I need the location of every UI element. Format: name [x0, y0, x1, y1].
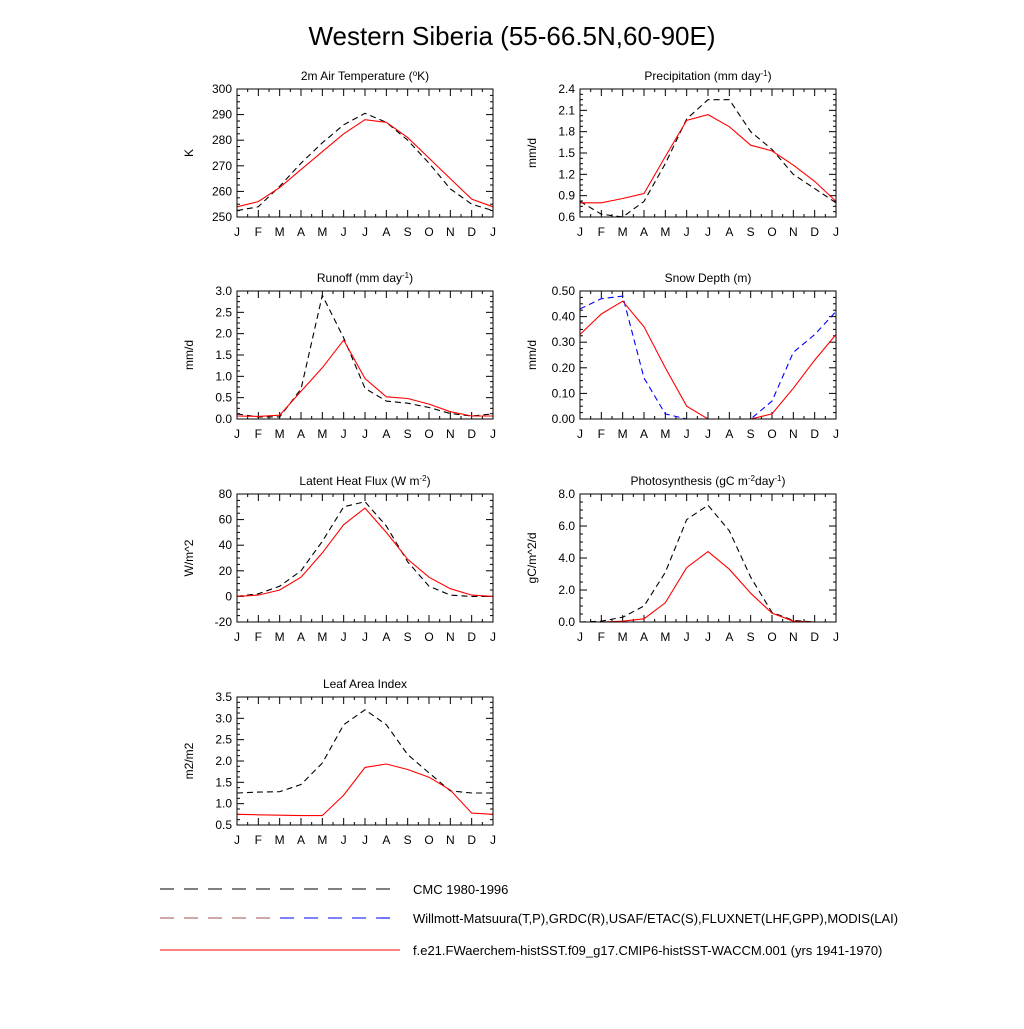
x-tick-label: O: [424, 833, 434, 847]
panel-title-part: ): [409, 271, 414, 285]
x-tick-label: F: [254, 427, 263, 441]
plot-frame: [580, 494, 836, 622]
panel-2: [182, 271, 496, 442]
legend-entry-0: [160, 882, 508, 897]
y-tick-label: 3.0: [215, 711, 232, 726]
x-tick-label: J: [340, 833, 347, 847]
plot-frame: [580, 291, 836, 419]
x-tick-label: N: [788, 427, 798, 441]
panel-title-part: 2m Air Temperature (: [300, 69, 413, 83]
x-tick-label: D: [467, 427, 477, 441]
x-tick-label: O: [424, 630, 434, 644]
x-tick-label: J: [490, 225, 496, 239]
y-tick-label: 1.5: [215, 775, 232, 790]
x-tick-label: J: [577, 427, 583, 441]
x-tick-label: J: [833, 630, 839, 644]
y-tick-label: 1.8: [558, 124, 575, 139]
series-line-solid-red: [580, 115, 836, 203]
x-tick-label: A: [296, 225, 306, 239]
plot-frame: [580, 89, 836, 217]
x-tick-label: A: [639, 225, 649, 239]
x-tick-label: M: [317, 225, 328, 239]
x-tick-label: M: [617, 630, 628, 644]
panel-3: [525, 271, 839, 441]
y-axis-label: W/m^2: [182, 539, 196, 577]
x-tick-label: N: [788, 630, 798, 644]
series-line-dash-blue: [580, 296, 836, 419]
x-tick-label: F: [254, 225, 263, 239]
x-tick-label: O: [767, 427, 777, 441]
y-tick-label: 1.0: [215, 369, 232, 384]
y-tick-label: 270: [211, 158, 232, 173]
panel-title: [317, 271, 413, 286]
x-tick-label: F: [254, 833, 263, 847]
x-tick-label: D: [467, 630, 477, 644]
x-tick-label: M: [317, 833, 328, 847]
y-tick-label: 0.00: [551, 412, 575, 426]
x-tick-label: A: [296, 833, 306, 847]
plot-frame: [237, 697, 493, 825]
x-tick-label: J: [833, 225, 839, 239]
x-tick-label: M: [617, 225, 628, 239]
legend-label: f.e21.FWaerchem-histSST.f09_g17.CMIP6-histSST-WACCM.001 (yrs 1941-1970): [413, 943, 883, 958]
x-tick-label: J: [234, 833, 240, 847]
x-tick-label: J: [234, 225, 240, 239]
x-tick-label: S: [403, 630, 412, 644]
y-tick-label: 0.30: [551, 335, 575, 350]
x-tick-label: M: [660, 225, 671, 239]
x-tick-label: J: [683, 630, 690, 644]
panel-title: [631, 474, 786, 489]
x-tick-label: M: [317, 630, 328, 644]
x-tick-label: D: [810, 630, 820, 644]
plot-frame: [237, 494, 493, 622]
y-tick-label: 2.1: [558, 103, 575, 118]
panel-5: [525, 474, 839, 645]
x-tick-label: F: [597, 225, 606, 239]
panel-6: [182, 677, 496, 847]
x-tick-label: N: [788, 225, 798, 239]
y-tick-label: -20: [214, 615, 232, 629]
y-axis-label: m2/m2: [182, 742, 196, 780]
x-tick-label: N: [445, 833, 455, 847]
x-tick-label: J: [340, 630, 347, 644]
x-tick-label: J: [234, 630, 240, 644]
y-tick-label: 0.0: [558, 615, 575, 629]
panel-title-part: ): [767, 69, 772, 83]
x-tick-label: J: [705, 225, 711, 239]
y-tick-label: 1.0: [215, 796, 232, 811]
panel-title-part: -2: [747, 473, 756, 483]
x-tick-label: A: [382, 833, 391, 847]
legend: [160, 882, 898, 958]
panel-title-part: -2: [419, 473, 427, 483]
x-tick-label: A: [725, 225, 734, 239]
panel-title-part: day: [755, 474, 775, 488]
legend-label: CMC 1980-1996: [413, 882, 509, 897]
y-tick-label: 300: [211, 82, 232, 96]
x-tick-label: O: [424, 225, 434, 239]
series-line-solid-red: [237, 508, 493, 596]
x-tick-label: M: [274, 427, 285, 441]
x-tick-label: M: [274, 833, 285, 847]
x-tick-label: D: [810, 225, 820, 239]
panel-title-part: Runoff (mm day: [316, 271, 403, 285]
x-tick-label: D: [467, 833, 477, 847]
y-tick-label: 80: [218, 487, 232, 501]
series-line-dash-black: [237, 502, 493, 597]
x-tick-label: A: [382, 630, 391, 644]
panel-title-part: -1: [760, 68, 768, 78]
x-tick-label: A: [639, 427, 649, 441]
x-tick-label: M: [660, 427, 671, 441]
x-tick-label: J: [490, 427, 496, 441]
x-tick-label: S: [403, 833, 412, 847]
x-tick-label: O: [767, 630, 777, 644]
panel-title: [299, 474, 430, 489]
series-line-dash-black: [580, 505, 836, 622]
series-line-dash-black: [237, 295, 493, 417]
x-tick-label: O: [767, 225, 777, 239]
x-tick-label: J: [705, 427, 711, 441]
y-tick-label: 2.5: [215, 305, 232, 320]
y-tick-label: 3.5: [215, 690, 232, 704]
x-tick-label: A: [382, 427, 391, 441]
x-tick-label: F: [597, 427, 606, 441]
panel-title-part: o: [412, 68, 418, 78]
x-tick-label: J: [362, 225, 368, 239]
x-tick-label: A: [639, 630, 649, 644]
panel-title-part: Latent Heat Flux (W m: [299, 474, 420, 488]
x-tick-label: M: [274, 630, 285, 644]
x-tick-label: J: [577, 225, 583, 239]
y-tick-label: 0.9: [558, 188, 575, 203]
x-tick-label: J: [340, 427, 347, 441]
y-tick-label: 8.0: [558, 487, 575, 501]
x-tick-label: A: [725, 630, 734, 644]
x-tick-label: F: [597, 630, 606, 644]
y-tick-label: 4.0: [558, 551, 575, 565]
y-tick-label: 0.50: [551, 284, 575, 298]
panel-4: [182, 474, 496, 645]
panel-title-part: -1: [774, 473, 782, 483]
y-tick-label: 280: [211, 133, 232, 148]
panel-title: [665, 271, 752, 285]
legend-entry-2: [160, 943, 882, 958]
x-tick-label: S: [403, 427, 412, 441]
panel-title-part: K): [417, 69, 430, 83]
x-tick-label: S: [746, 225, 755, 239]
x-tick-label: A: [296, 630, 306, 644]
y-tick-label: 2.0: [558, 583, 575, 597]
series-line-solid-red: [237, 340, 493, 416]
x-tick-label: N: [445, 225, 455, 239]
y-tick-label: 0: [225, 589, 232, 604]
series-line-solid-red: [237, 120, 493, 207]
y-axis-label: gC/m^2/d: [525, 532, 539, 584]
y-tick-label: 0.20: [551, 360, 575, 375]
series-line-dash-black: [237, 710, 493, 793]
panel-title-part: ): [781, 474, 786, 488]
x-tick-label: D: [467, 225, 477, 239]
y-tick-label: 1.5: [215, 348, 232, 362]
y-tick-label: 0.5: [215, 818, 232, 832]
x-tick-label: O: [424, 427, 434, 441]
y-tick-label: 0.10: [551, 386, 575, 401]
series-line-solid-red: [580, 301, 836, 419]
y-tick-label: 260: [211, 184, 232, 199]
panel-title-part: Precipitation (mm day: [644, 69, 761, 83]
panel-title-part: Photosynthesis (gC m: [630, 474, 748, 488]
x-tick-label: J: [490, 630, 496, 644]
x-tick-label: J: [362, 427, 368, 441]
x-tick-label: N: [445, 630, 455, 644]
y-axis-label: mm/d: [525, 138, 539, 168]
y-tick-label: 1.5: [558, 146, 575, 160]
y-tick-label: 2.5: [215, 732, 232, 747]
panel-0: [182, 69, 496, 240]
x-tick-label: J: [683, 225, 690, 239]
x-tick-label: J: [490, 833, 496, 847]
y-tick-label: 40: [218, 538, 232, 553]
series-line-dash-black: [237, 113, 493, 210]
x-tick-label: J: [340, 225, 347, 239]
figure-title: Western Siberia (55-66.5N,60-90E): [308, 21, 716, 51]
panel-title: [323, 677, 407, 691]
y-axis-label: mm/d: [182, 340, 196, 370]
y-tick-label: 1.2: [558, 167, 575, 182]
panel-title-part: -1: [402, 270, 410, 280]
y-tick-label: 2.0: [215, 326, 232, 341]
panels: [182, 69, 839, 848]
x-tick-label: D: [810, 427, 820, 441]
x-tick-label: F: [254, 630, 263, 644]
plot-frame: [237, 291, 493, 419]
x-tick-label: A: [296, 427, 306, 441]
y-tick-label: 0.5: [215, 390, 232, 405]
panel-title-part: Leaf Area Index: [322, 677, 408, 691]
x-tick-label: A: [725, 427, 734, 441]
panel-1: [525, 69, 839, 240]
x-tick-label: J: [705, 630, 711, 644]
x-tick-label: M: [317, 427, 328, 441]
x-tick-label: J: [683, 427, 690, 441]
y-tick-label: 250: [211, 210, 232, 224]
x-tick-label: J: [362, 630, 368, 644]
y-tick-label: 2.0: [215, 754, 232, 768]
y-tick-label: 3.0: [215, 284, 232, 298]
x-tick-label: S: [746, 427, 755, 441]
series-line-solid-red: [237, 764, 493, 816]
panel-title-part: Snow Depth (m): [664, 271, 752, 285]
y-tick-label: 6.0: [558, 519, 575, 533]
y-tick-label: 20: [218, 563, 232, 578]
x-tick-label: A: [382, 225, 391, 239]
legend-entry-1: [160, 911, 898, 926]
y-tick-label: 2.4: [558, 82, 575, 96]
x-tick-label: S: [746, 630, 755, 644]
x-tick-label: J: [577, 630, 583, 644]
y-axis-label: mm/d: [525, 340, 539, 370]
y-axis-label: K: [182, 148, 196, 158]
panel-title: [644, 69, 771, 84]
x-tick-label: M: [274, 225, 285, 239]
y-tick-label: 290: [211, 107, 232, 122]
x-tick-label: M: [660, 630, 671, 644]
x-tick-label: J: [833, 427, 839, 441]
x-tick-label: J: [362, 833, 368, 847]
x-tick-label: J: [234, 427, 240, 441]
x-tick-label: M: [617, 427, 628, 441]
x-tick-label: S: [403, 225, 412, 239]
y-tick-label: 0.40: [551, 309, 575, 324]
panel-title-part: ): [426, 474, 431, 488]
series-line-solid-red: [580, 552, 836, 622]
plot-frame: [237, 89, 493, 217]
y-tick-label: 0.0: [215, 412, 232, 426]
y-tick-label: 0.6: [558, 210, 575, 224]
x-tick-label: N: [445, 427, 455, 441]
y-tick-label: 60: [218, 512, 232, 527]
legend-label: Willmott-Matsuura(T,P),GRDC(R),USAF/ETAC(S),FLUXNET(LHF,GPP),MODIS(LAI): [413, 911, 899, 926]
panel-title: [301, 69, 429, 84]
